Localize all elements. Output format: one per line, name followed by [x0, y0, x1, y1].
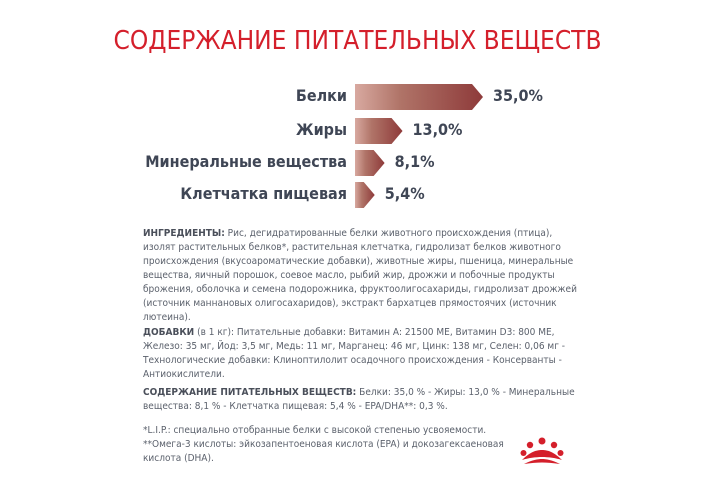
nutrition-summary-block	[143, 386, 583, 414]
ingredients-heading: ИНГРЕДИЕНТЫ:	[143, 228, 225, 239]
footnotes-block	[143, 424, 523, 466]
nutrient-bar	[355, 150, 387, 176]
nutrition-summary-text: Белки: 35,0 % - Жиры: 13,0 % - Минеральные вещества: 8,1 % - Клетчатка пищевая: 5,4 % - EPA/DHA**: 0,3 %.	[143, 387, 575, 412]
nutrient-label: Клетчатка пищевая	[180, 184, 347, 203]
nutrition-summary-heading: СОДЕРЖАНИЕ ПИТАТЕЛЬНЫХ ВЕЩЕСТВ:	[143, 387, 357, 398]
additives-unit: (в 1 кг):	[197, 327, 235, 338]
royal-canin-crown-icon	[520, 436, 564, 476]
additives-block	[143, 326, 583, 382]
ingredients-block	[143, 227, 583, 325]
footnote-lip: *L.I.P.: специально отобранные белки с высокой степенью усвояемости.	[143, 425, 487, 436]
ingredients-text: Рис, дегидратированные белки животного происхождения (птица), изолят растительных белков*, растительная клетчатка, гидролизат белков животного происхождения (вкусоароматические добавки), животные жиры, пшеница, минеральные вещества, яичный порошок, соевое масло, рыбий жир, дрожжи и побочные продукты брожения, оболочка и семена подорожника, фруктоолигосахариды, гидролизат дрожжей (источник маннановых олигосахаридов), экстракт бархатцев прямостоячих (источник лютеина).	[143, 228, 577, 323]
nutrient-label: Жиры	[295, 120, 347, 139]
nutrient-value: 5,4%	[384, 184, 425, 203]
nutrient-value: 8,1%	[394, 152, 435, 171]
additives-heading: ДОБАВКИ	[143, 327, 195, 338]
additives-text: Питательные добавки: Витамин А: 21500 МЕ, Витамин D3: 800 МЕ, Железо: 35 мг, Йод: 3,5 мг, Медь: 11 мг, Марганец: 46 мг, Цинк: 138 мг, Селен: 0,06 мг - Технологические добавки: Клиноптилолит осадочного происхождения - Консерванты - Антиокислители.	[143, 327, 566, 380]
footnote-omega: **Омега-3 кислоты: эйкозапентоеновая кислота (EPA) и докозагексаеновая кислота (DHA).	[143, 439, 504, 464]
nutrient-bar	[355, 84, 485, 110]
nutrient-label: Минеральные вещества	[145, 152, 347, 171]
nutrient-value: 35,0%	[493, 86, 543, 105]
nutrient-bar	[355, 118, 405, 144]
page-title: СОДЕРЖАНИЕ ПИТАТЕЛЬНЫХ ВЕЩЕСТВ	[113, 26, 602, 56]
nutrient-label: Белки	[295, 86, 347, 105]
nutrient-bar	[355, 182, 377, 208]
nutrient-value: 13,0%	[412, 120, 463, 139]
